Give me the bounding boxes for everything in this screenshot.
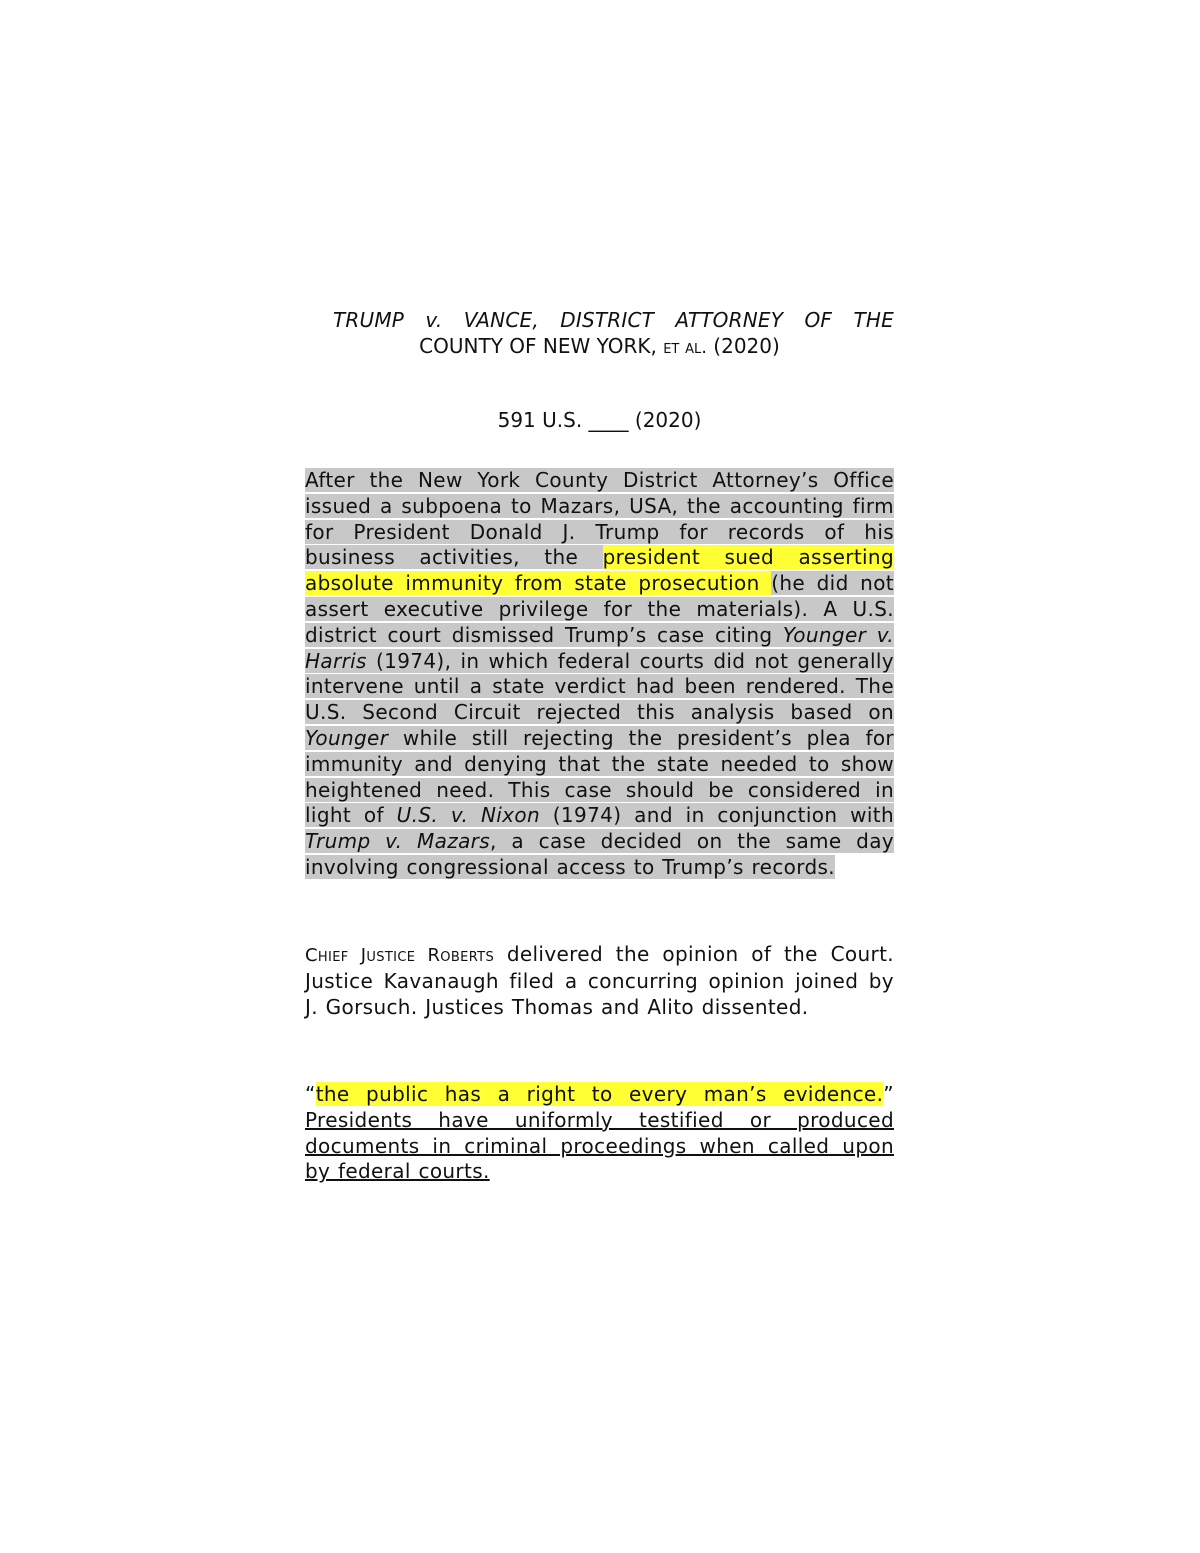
grey-highlighted-summary <box>305 468 894 879</box>
opinion-authorship-text: delivered the opinion of the Court. Justice Kavanaugh filed a concurring opinion joined by J. Gorsuch. Justices Thomas and Alito dissented. <box>305 942 894 1019</box>
quote-open-mark: “ <box>305 1082 316 1106</box>
case-title-year: (2020) <box>706 334 780 358</box>
case-title <box>305 307 894 361</box>
summary-text-3: (1974), in which federal courts did not generally intervene until a state verdict had been rendered. The U.S. Second Circuit rejected this analysis based on <box>305 648 894 725</box>
case-title-line2-text: COUNTY OF NEW YORK, <box>419 334 664 358</box>
opinion-authorship-paragraph <box>305 942 894 1020</box>
yellow-highlight-immunity: president sued asserting absolute immunity from state prosecution <box>305 545 894 596</box>
case-name-younger: Younger <box>305 725 389 750</box>
summary-text-2: (he did not assert executive privilege for the materials). A U.S. district court dismissed Trump’s case citing <box>305 571 894 647</box>
case-title-line1: TRUMP v. VANCE, DISTRICT ATTORNEY OF THE <box>333 308 894 332</box>
case-citation: 591 U.S. ____ (2020) <box>497 408 702 432</box>
case-title-line2 <box>305 333 894 361</box>
quote-paragraph <box>305 1082 894 1185</box>
summary-text-6: , a case decided on the same day involving congressional access to Trump’s records. <box>305 829 894 879</box>
summary-text-4: while still rejecting the president’s plea for immunity and denying that the state needed to show heightened need. This case should be considered in light of <box>305 725 894 828</box>
case-summary-paragraph <box>305 468 894 881</box>
underlined-statement: Presidents have uniformly testified or produced documents in criminal proceedings when called upon by federal courts. <box>305 1107 894 1184</box>
case-name-trump-v-mazars: Trump v. Mazars <box>305 829 491 854</box>
summary-text-1: After the New York County District Attorney’s Office issued a subpoena to Mazars, USA, the accounting firm for President Donald J. Trump for records of his business activities, the <box>305 468 894 570</box>
chief-justice-name: Chief Justice Roberts <box>305 945 495 966</box>
yellow-highlight-quote: the public has a right to every man’s evidence. <box>315 1082 884 1106</box>
case-title-et-al: et al. <box>663 337 707 358</box>
case-name-us-v-nixon: U.S. v. Nixon <box>396 803 540 828</box>
summary-text-5: (1974) and in conjunction with <box>539 803 894 828</box>
case-name-younger-v-harris: Younger v. Harris <box>305 622 894 673</box>
quote-close-mark: ” <box>883 1082 894 1106</box>
